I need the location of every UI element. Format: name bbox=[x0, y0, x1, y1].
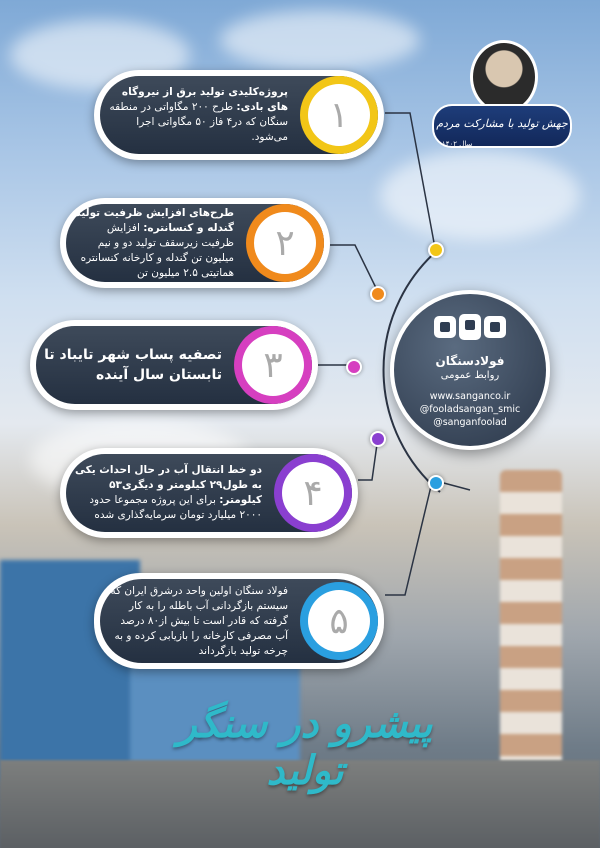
item-number-4: ۴ bbox=[282, 462, 344, 524]
item-number-2: ۲ bbox=[254, 212, 316, 274]
brand-name: فولادسنگان bbox=[435, 354, 505, 368]
item-number-ring-4 bbox=[274, 454, 352, 532]
company-logo-icon bbox=[432, 312, 508, 346]
website-link[interactable]: www.sanganco.ir bbox=[429, 391, 511, 402]
brand-circle bbox=[390, 290, 550, 450]
item-number-1: ۱ bbox=[308, 84, 370, 146]
item-text-1: پروژه‌کلیدی تولید برق از نیروگاه های بادی: طرح ۲۰۰ مگاواتی در منطقه سنگان که در۴ فاز ۵۰ مگاواتی اجرا می‌شود. bbox=[109, 86, 288, 143]
timeline-dot-3 bbox=[346, 359, 362, 375]
item-card-1 bbox=[94, 70, 384, 160]
emblem-year: سال ۱۴۰۲ bbox=[442, 140, 473, 148]
timeline-dot-4 bbox=[370, 431, 386, 447]
item-number-ring-5 bbox=[300, 582, 378, 660]
item-number-ring-2 bbox=[246, 204, 324, 282]
timeline-dot-2 bbox=[370, 286, 386, 302]
item-text-5: فولاد سنگان اولین واحد درشرق ایران که سیستم بازگردانی آب باطله را به کار گرفته که قادر است تا بیش از۸۰ درصد آب مصرفی کارخانه را بازیابی کرده و به چرخه تولید بازگرداند bbox=[110, 584, 288, 657]
item-card-3 bbox=[30, 320, 318, 410]
item-number-ring-3 bbox=[234, 326, 312, 404]
item-card-2 bbox=[60, 198, 330, 288]
item-text-2: طرح‌های افزایش ظرفیت تولید گندله و کنسانتره: افزایش ظرفیت زیرسقف تولید دو و نیم میلیون تن گندله و کارخانه کنسانتره هماتیتی ۲.۵ میلیون تن bbox=[75, 206, 234, 279]
item-card-4 bbox=[60, 448, 358, 538]
social-handle-1[interactable]: @fooladsangan_smic bbox=[419, 404, 521, 415]
item-text-3: تصفیه پساب شهر تایباد تا تابستان سال آینده bbox=[44, 347, 222, 383]
social-handle-2[interactable]: @sanganfoolad bbox=[433, 417, 507, 428]
timeline-dot-5 bbox=[428, 475, 444, 491]
timeline-dot-1 bbox=[428, 242, 444, 258]
item-number-ring-1 bbox=[300, 76, 378, 154]
department-name: روابط عمومی bbox=[440, 370, 500, 381]
emblem-banner: جهش تولید با مشارکت مردم bbox=[432, 104, 572, 148]
item-text-4: دو خط انتقال آب در حال احداث یکی به طول۲۹ کیلومتر و دیگری۵۳ کیلومتر: برای این پروژه مجموعا حدود ۲۰۰۰ میلیارد تومان سرمایه‌گذاری شده bbox=[74, 464, 262, 521]
item-card-5 bbox=[94, 573, 384, 669]
contact-links bbox=[394, 390, 546, 429]
slogan-text: پیشرو در سنگر تولید bbox=[177, 700, 433, 794]
item-number-3: ۳ bbox=[242, 334, 304, 396]
item-number-5: ۵ bbox=[308, 590, 370, 652]
